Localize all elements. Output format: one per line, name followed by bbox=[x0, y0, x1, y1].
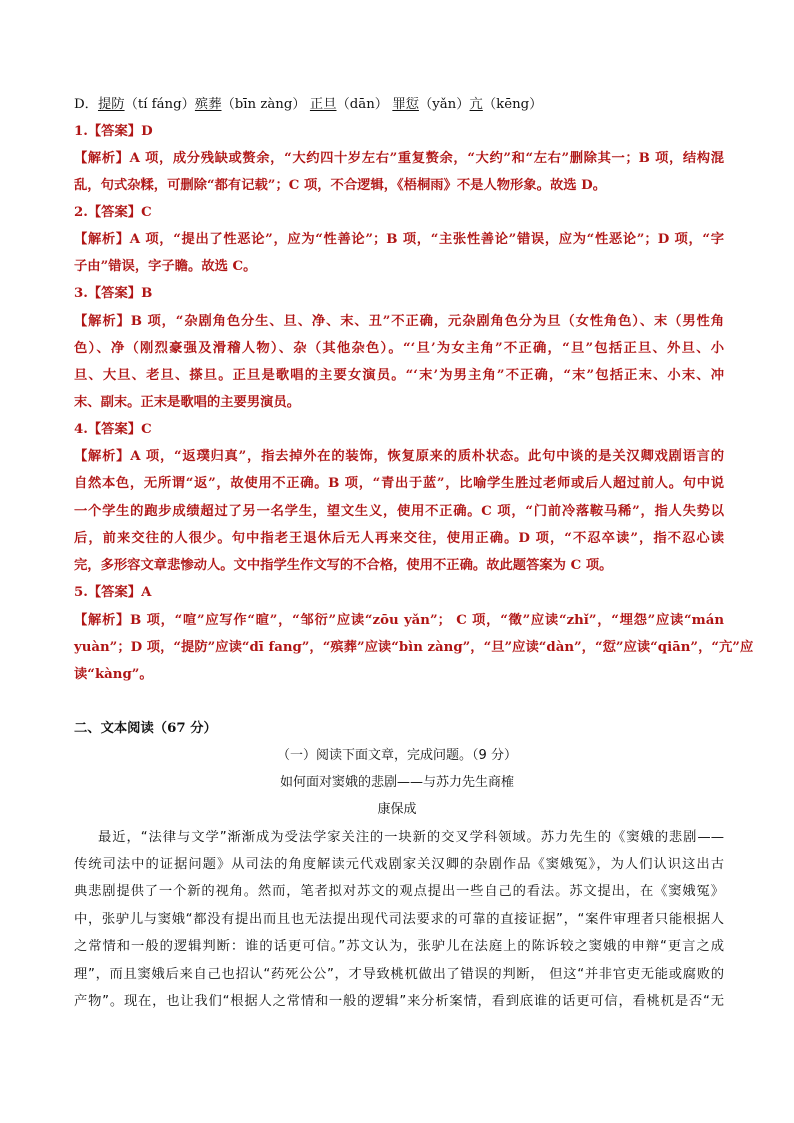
answer-5-line-3: 读“kàng”。 bbox=[74, 667, 153, 682]
answer-3-head: 3.【答案】B bbox=[74, 286, 153, 301]
answer-4-head: 4.【答案】C bbox=[74, 422, 152, 437]
body-line-2: 传统司法中的证据问题》从司法的角度解读元代戏剧家关汉卿的杂剧作品《窦娥冤》，为人们认识这出古 bbox=[74, 857, 724, 872]
answer-5-head: 5.【答案】A bbox=[74, 585, 152, 600]
answer-4-line-1: 【解析】A 项，“返璞归真”，指去掉外在的装饰，恢复原来的质朴状态。此句中谈的是关汉卿戏剧语言的 bbox=[74, 449, 724, 464]
author: 康保成 bbox=[377, 802, 417, 817]
answer-5-line-1: 【解析】B 项，“喧”应写作“暄”，“邹衍”应读“zōu yǎn”； C 项，“徵”应读“zhǐ”，“埋怨”应读“mán bbox=[74, 613, 724, 628]
article-title: 如何面对窦娥的悲剧——与苏力先生商榷 bbox=[279, 775, 514, 790]
answer-3-line-3: 旦、大旦、老旦、搽旦。正旦是歌唱的主要女演员。“‘末’为男主角”不正确，“末”包括正末、小末、冲 bbox=[74, 368, 724, 383]
sub-heading: （一）阅读下面文章，完成问题。（9 分） bbox=[277, 748, 517, 763]
option-d-line: D．提防（tí fáng）殡葬（bīn zàng） 正旦（dān） 罪愆（yǎn）亢（kēng） bbox=[74, 97, 543, 112]
answer-1-head: 1.【答案】D bbox=[74, 124, 153, 139]
answer-1-line-1: 【解析】A 项，成分残缺或赘余，“大约四十岁左右”重复赘余，“大约”和“左右”删除其一；B 项，结构混 bbox=[74, 151, 724, 166]
answer-5-line-2: yuàn”；D 项，“提防”应读“dī fang”，“殡葬”应读“bìn zàng”，“旦”应读“dàn”，“愆”应读“qiān”，“亢”应 bbox=[74, 640, 754, 655]
word-tifang: 提防 bbox=[97, 97, 125, 112]
answer-3-line-2: 色）、净（刚烈豪强及滑稽人物）、杂（其他杂色）。“‘旦’为女主角”不正确，“旦”包括正旦、外旦、小 bbox=[74, 341, 724, 356]
answer-2-line-1: 【解析】A 项，“提出了性恶论”，应为“性善论”；B 项，“主张性善论”错误，应为“性恶论”；D 项，“字 bbox=[74, 232, 724, 247]
answer-3-line-1: 【解析】B 项，“杂剧角色分生、旦、净、末、丑”不正确，元杂剧角色分为旦（女性角色）、末（男性角 bbox=[74, 314, 724, 329]
body-line-3: 典悲剧提供了一个新的视角。然而，笔者拟对苏文的观点提出一些自己的看法。苏文提出，在《窦娥冤》 bbox=[74, 884, 724, 899]
answer-1-line-2: 乱，句式杂糅，可删除“都有记载”；C 项，不合逻辑，《梧桐雨》不是人物形象。故选 D。 bbox=[74, 178, 607, 193]
body-line-5: 之常情和一般的逻辑判断：谁的话更可信。”苏文认为，张驴儿在法庭上的陈诉较之窦娥的申辩“更言之成 bbox=[74, 939, 724, 954]
answer-4-line-2: 自然本色，无所谓“返”，故使用不正确。B 项，“青出于蓝”，比喻学生胜过老师或后人超过前人。句中说 bbox=[74, 476, 724, 491]
answer-4-line-3: 一个学生的跑步成绩超过了另一名学生，望文生义，使用不正确。C 项，“门前冷落鞍马稀”，指人失势以 bbox=[74, 504, 724, 519]
answer-4-line-4: 后，前来交往的人很少。句中指老王退休后无人再来交往，使用正确。D 项，“不忍卒读”，指不忍心读 bbox=[74, 531, 724, 546]
answer-2-line-2: 子由”错误，字子瞻。故选 C。 bbox=[74, 259, 257, 274]
body-line-4: 中，张驴儿与窦娥“都没有提出而且也无法提出现代司法要求的可靠的直接证据”，“案件审理者只能根据人 bbox=[74, 912, 724, 927]
answer-2-head: 2.【答案】C bbox=[74, 205, 152, 220]
section-title: 二、文本阅读（67 分） bbox=[74, 721, 217, 736]
word-zhengdan: 正旦 bbox=[309, 97, 337, 112]
body-line-7: 产物”。现在，也让我们“根据人之常情和一般的逻辑”来分析案情，看到底谁的话更可信，看桃杌是否“无 bbox=[74, 994, 724, 1009]
answer-3-line-4: 末、副末。正末是歌唱的主要男演员。 bbox=[74, 395, 301, 410]
word-kang: 亢 bbox=[469, 97, 483, 112]
body-line-6: 理”，而且窦娥后来自己也招认“药死公公”，才导致桃杌做出了错误的判断， 但这“并非官吏无能或腐败的 bbox=[74, 967, 724, 982]
body-line-1: 最近，“法律与文学”渐渐成为受法学家关注的一块新的交叉学科领域。苏力先生的《窦娥的悲剧—— bbox=[98, 830, 724, 845]
word-binzang: 殡葬 bbox=[194, 97, 222, 112]
answer-4-line-5: 完，多形容文章悲惨动人。文中指学生作文写的不合格，使用不正确。故此题答案为 C 项。 bbox=[74, 558, 613, 573]
word-zuiqian: 罪愆 bbox=[392, 97, 419, 112]
